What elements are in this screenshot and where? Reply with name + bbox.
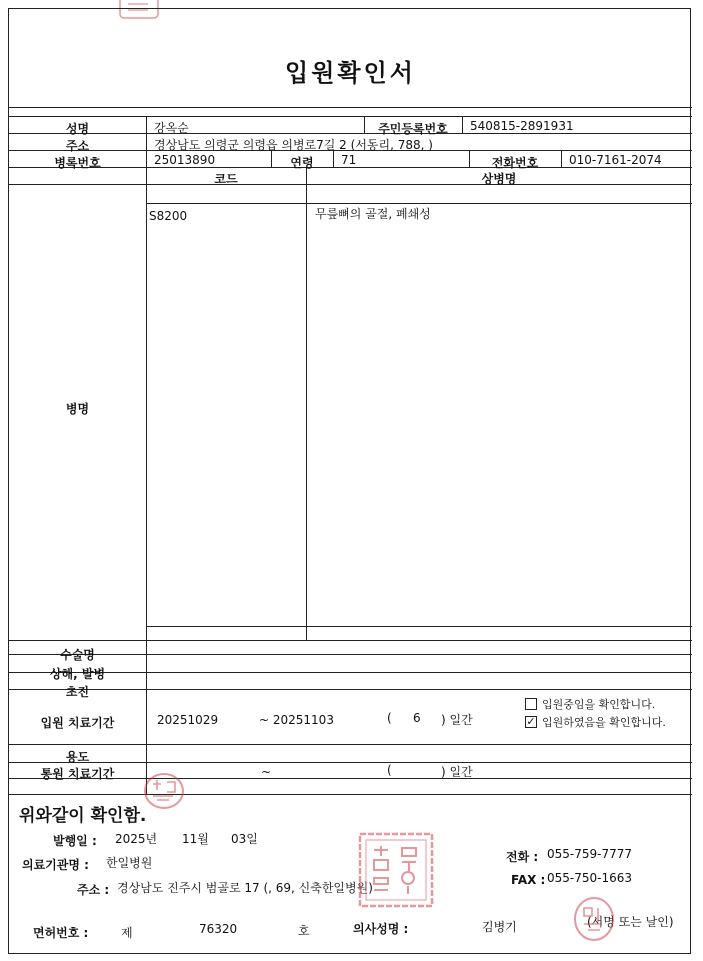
option-discharged-checkbox[interactable] — [525, 716, 537, 728]
purpose-label: 용도 — [65, 750, 90, 764]
rrn-label: 주민등록번호 — [378, 122, 448, 136]
first-visit-label: 초진 — [65, 685, 90, 699]
doctor-label: 의사성명 : — [353, 922, 409, 936]
diagnosis-name-header: 상병명 — [481, 172, 517, 186]
outpatient-days-suffix: ) 일간 — [441, 765, 473, 779]
institution-fax: 055-750-1663 — [547, 871, 633, 885]
inpatient-end: ~ 20251103 — [259, 713, 334, 727]
address-value: 경상남도 의령군 의령읍 의병로7길 2 (서동리, 788, ) — [154, 138, 433, 152]
institution-phone: 055-759-7777 — [547, 847, 633, 861]
rrn-value: 540815-2891931 — [470, 119, 574, 133]
age-value: 71 — [341, 153, 357, 167]
inpatient-days: 6 — [413, 711, 421, 725]
inpatient-days-suffix: ) 일간 — [441, 713, 473, 727]
doctor-seal-icon — [572, 896, 616, 942]
hospital-seal-icon — [356, 830, 436, 910]
outpatient-open-paren: ( — [387, 763, 392, 777]
check-mark-icon: ✓ — [526, 715, 536, 728]
issue-day: 03일 — [231, 832, 258, 846]
page-title: 입원확인서 — [285, 59, 416, 87]
name-value: 강옥순 — [154, 121, 189, 135]
license-number: 76320 — [199, 922, 238, 936]
injury-label: 상해, 발병 — [49, 667, 106, 681]
license-label: 면허번호 : — [33, 926, 89, 940]
chart-no-label: 병록번호 — [54, 156, 101, 170]
institution-name-label: 의료기관명 : — [22, 858, 89, 872]
age-label: 연령 — [290, 156, 314, 170]
confirm-text: 위와같이 확인함. — [19, 806, 147, 826]
license-prefix: 제 — [121, 926, 133, 940]
chart-no-value: 25013890 — [154, 153, 216, 167]
institution-name: 한일병원 — [106, 856, 153, 870]
diagnosis-code: S8200 — [149, 209, 188, 223]
address-label: 주소 — [65, 139, 90, 153]
outpatient-tilde: ~ — [261, 765, 272, 779]
diagnosis-section-label: 병명 — [65, 402, 90, 416]
diagnosis-name: 무릎뼈의 골절, 폐쇄성 — [315, 207, 431, 221]
issue-date-label: 발행일 : — [53, 834, 97, 848]
license-suffix: 호 — [298, 924, 310, 938]
doctor-sign-note: (서명 또는 날인) — [587, 915, 674, 929]
institution-address-label: 주소 : — [77, 883, 110, 897]
certificate-frame — [8, 8, 691, 954]
name-label: 성명 — [65, 122, 90, 136]
institution-address: 경상남도 진주시 범골로 17 (, 69, 신축한일병원) — [117, 881, 373, 895]
phone-label: 전화번호 — [491, 156, 539, 170]
code-header: 코드 — [214, 172, 238, 186]
option-discharged-label: 입원하였음을 확인합니다. — [542, 716, 666, 729]
institution-fax-label: FAX : — [511, 873, 546, 887]
institution-phone-label: 전화 : — [506, 850, 539, 864]
inpatient-open-paren: ( — [387, 711, 392, 725]
option-inpatient-ongoing-label: 입원중임을 확인합니다. — [542, 698, 656, 711]
small-seal-icon — [143, 772, 185, 810]
outpatient-label: 통원 치료기간 — [40, 767, 115, 781]
inpatient-label: 입원 치료기간 — [40, 716, 115, 730]
phone-value: 010-7161-2074 — [569, 153, 662, 167]
inpatient-start: 20251029 — [157, 713, 219, 727]
surgery-label: 수술명 — [60, 648, 95, 662]
doctor-name: 김병기 — [482, 920, 517, 934]
option-inpatient-ongoing-checkbox[interactable] — [525, 698, 537, 710]
issue-month: 11월 — [182, 832, 209, 846]
issue-year: 2025년 — [115, 832, 158, 846]
